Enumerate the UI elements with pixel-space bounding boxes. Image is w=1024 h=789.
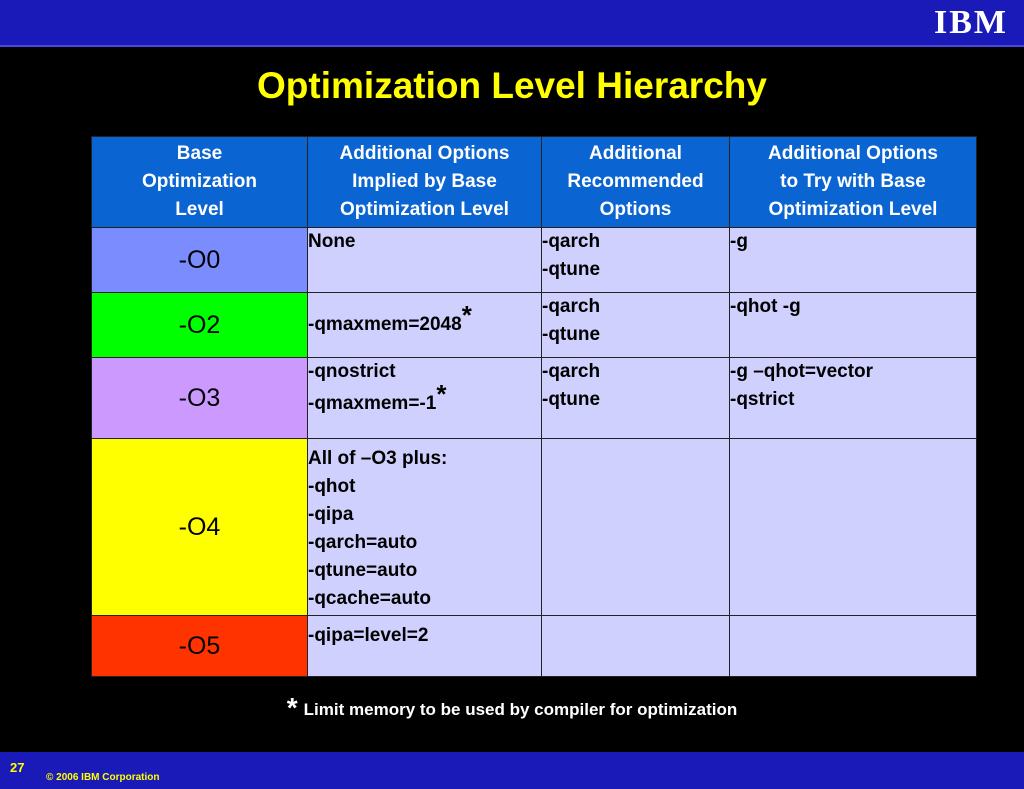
- table-row: [92, 439, 977, 616]
- try-cell: [730, 616, 977, 677]
- recommended-cell: [542, 439, 730, 616]
- recommended-cell: -qarch -qtune: [542, 358, 730, 439]
- footnote: [0, 692, 1024, 724]
- table-row: [92, 358, 977, 439]
- page-number: 27: [10, 760, 25, 775]
- level-cell: -O3: [92, 358, 308, 439]
- asterisk-marker: *: [436, 379, 447, 409]
- level-cell: -O4: [92, 439, 308, 616]
- header-row: [92, 137, 977, 228]
- slide-title: Optimization Level Hierarchy: [257, 65, 767, 106]
- try-cell: -g –qhot=vector -qstrict: [730, 358, 977, 439]
- top-bar: [0, 0, 1024, 47]
- header-try-options: Additional Options to Try with Base Optimization Level: [730, 137, 977, 228]
- try-cell: -g: [730, 228, 977, 293]
- implied-cell: -qnostrict -qmaxmem=-1*: [308, 358, 542, 439]
- table-row: [92, 616, 977, 677]
- asterisk-marker: *: [461, 300, 472, 330]
- footnote-asterisk: *: [286, 692, 298, 723]
- level-cell: -O0: [92, 228, 308, 293]
- bottom-bar: [0, 752, 1024, 789]
- recommended-cell: -qarch -qtune: [542, 293, 730, 358]
- recommended-cell: -qarch -qtune: [542, 228, 730, 293]
- copyright: © 2006 IBM Corporation: [46, 772, 160, 783]
- recommended-cell: [542, 616, 730, 677]
- level-cell: -O2: [92, 293, 308, 358]
- header-base-level: Base Optimization Level: [92, 137, 308, 228]
- header-implied-options: Additional Options Implied by Base Optimization Level: [308, 137, 542, 228]
- try-cell: -qhot -g: [730, 293, 977, 358]
- header-recommended-options: Additional Recommended Options: [542, 137, 730, 228]
- level-cell: -O5: [92, 616, 308, 677]
- ibm-logo: IBM: [934, 4, 1008, 41]
- table-row: [92, 293, 977, 358]
- implied-cell: All of –O3 plus: -qhot -qipa -qarch=auto -qtune=auto -qcache=auto: [308, 439, 542, 616]
- implied-cell: -qmaxmem=2048*: [308, 293, 542, 358]
- try-cell: [730, 439, 977, 616]
- optimization-table: [91, 136, 977, 677]
- footnote-text: Limit memory to be used by compiler for optimization: [303, 700, 738, 719]
- table-row: [92, 228, 977, 293]
- implied-cell: None: [308, 228, 542, 293]
- implied-cell: -qipa=level=2: [308, 616, 542, 677]
